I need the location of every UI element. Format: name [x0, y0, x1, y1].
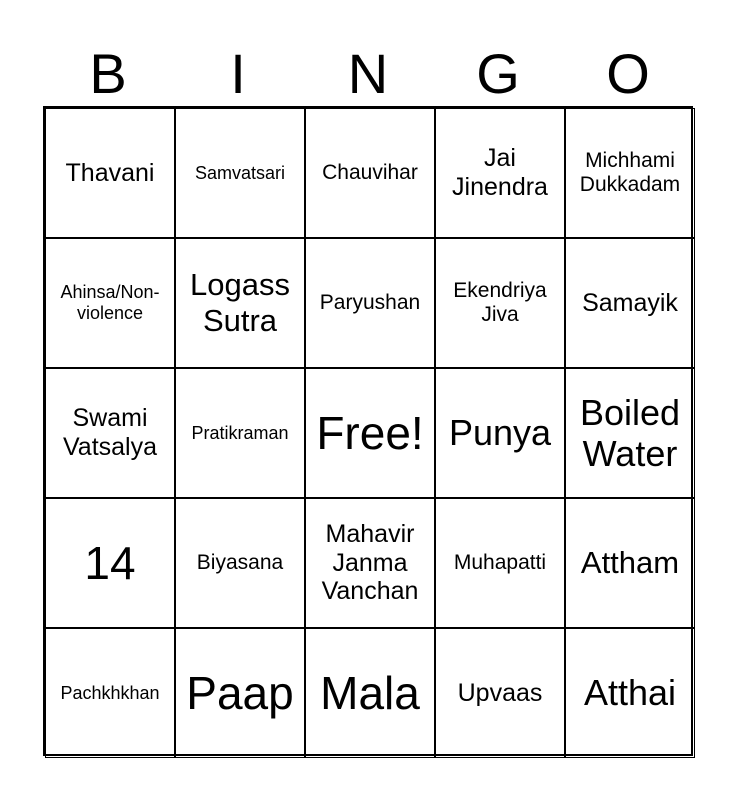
bingo-cell-r1-c3[interactable]: Chauvihar — [305, 108, 435, 238]
header-letter-g: G — [476, 42, 520, 105]
bingo-cell-r2-c5[interactable]: Samayik — [565, 238, 695, 368]
header-letter-n: N — [347, 42, 389, 105]
header-letter-b: B — [89, 42, 127, 105]
bingo-cell-r4-c4[interactable]: Muhapatti — [435, 498, 565, 628]
bingo-board — [43, 106, 693, 756]
bingo-cell-r4-c1[interactable]: 14 — [45, 498, 175, 628]
bingo-cell-r5-c2[interactable]: Paap — [175, 628, 305, 758]
bingo-header — [43, 40, 693, 108]
bingo-cell-r1-c1[interactable]: Thavani — [45, 108, 175, 238]
header-letter-o: O — [606, 42, 650, 105]
header-letter-i: I — [230, 42, 246, 105]
bingo-cell-r3-c1[interactable]: Swami Vatsalya — [45, 368, 175, 498]
bingo-cell-r5-c5[interactable]: Atthai — [565, 628, 695, 758]
bingo-cell-r5-c3[interactable]: Mala — [305, 628, 435, 758]
bingo-cell-r3-c5[interactable]: Boiled Water — [565, 368, 695, 498]
bingo-cell-r2-c2[interactable]: Logass Sutra — [175, 238, 305, 368]
bingo-cell-r1-c5[interactable]: Michhami Dukkadam — [565, 108, 695, 238]
bingo-cell-r5-c1[interactable]: Pachkhkhan — [45, 628, 175, 758]
bingo-cell-free[interactable]: Free! — [305, 368, 435, 498]
bingo-cell-r2-c4[interactable]: Ekendriya Jiva — [435, 238, 565, 368]
bingo-cell-r1-c2[interactable]: Samvatsari — [175, 108, 305, 238]
bingo-cell-r3-c4[interactable]: Punya — [435, 368, 565, 498]
bingo-cell-r2-c3[interactable]: Paryushan — [305, 238, 435, 368]
bingo-cell-r5-c4[interactable]: Upvaas — [435, 628, 565, 758]
bingo-cell-r2-c1[interactable]: Ahinsa/Non-violence — [45, 238, 175, 368]
bingo-cell-r4-c2[interactable]: Biyasana — [175, 498, 305, 628]
bingo-cell-r4-c5[interactable]: Attham — [565, 498, 695, 628]
bingo-cell-r4-c3[interactable]: Mahavir Janma Vanchan — [305, 498, 435, 628]
bingo-cell-r1-c4[interactable]: Jai Jinendra — [435, 108, 565, 238]
bingo-cell-r3-c2[interactable]: Pratikraman — [175, 368, 305, 498]
